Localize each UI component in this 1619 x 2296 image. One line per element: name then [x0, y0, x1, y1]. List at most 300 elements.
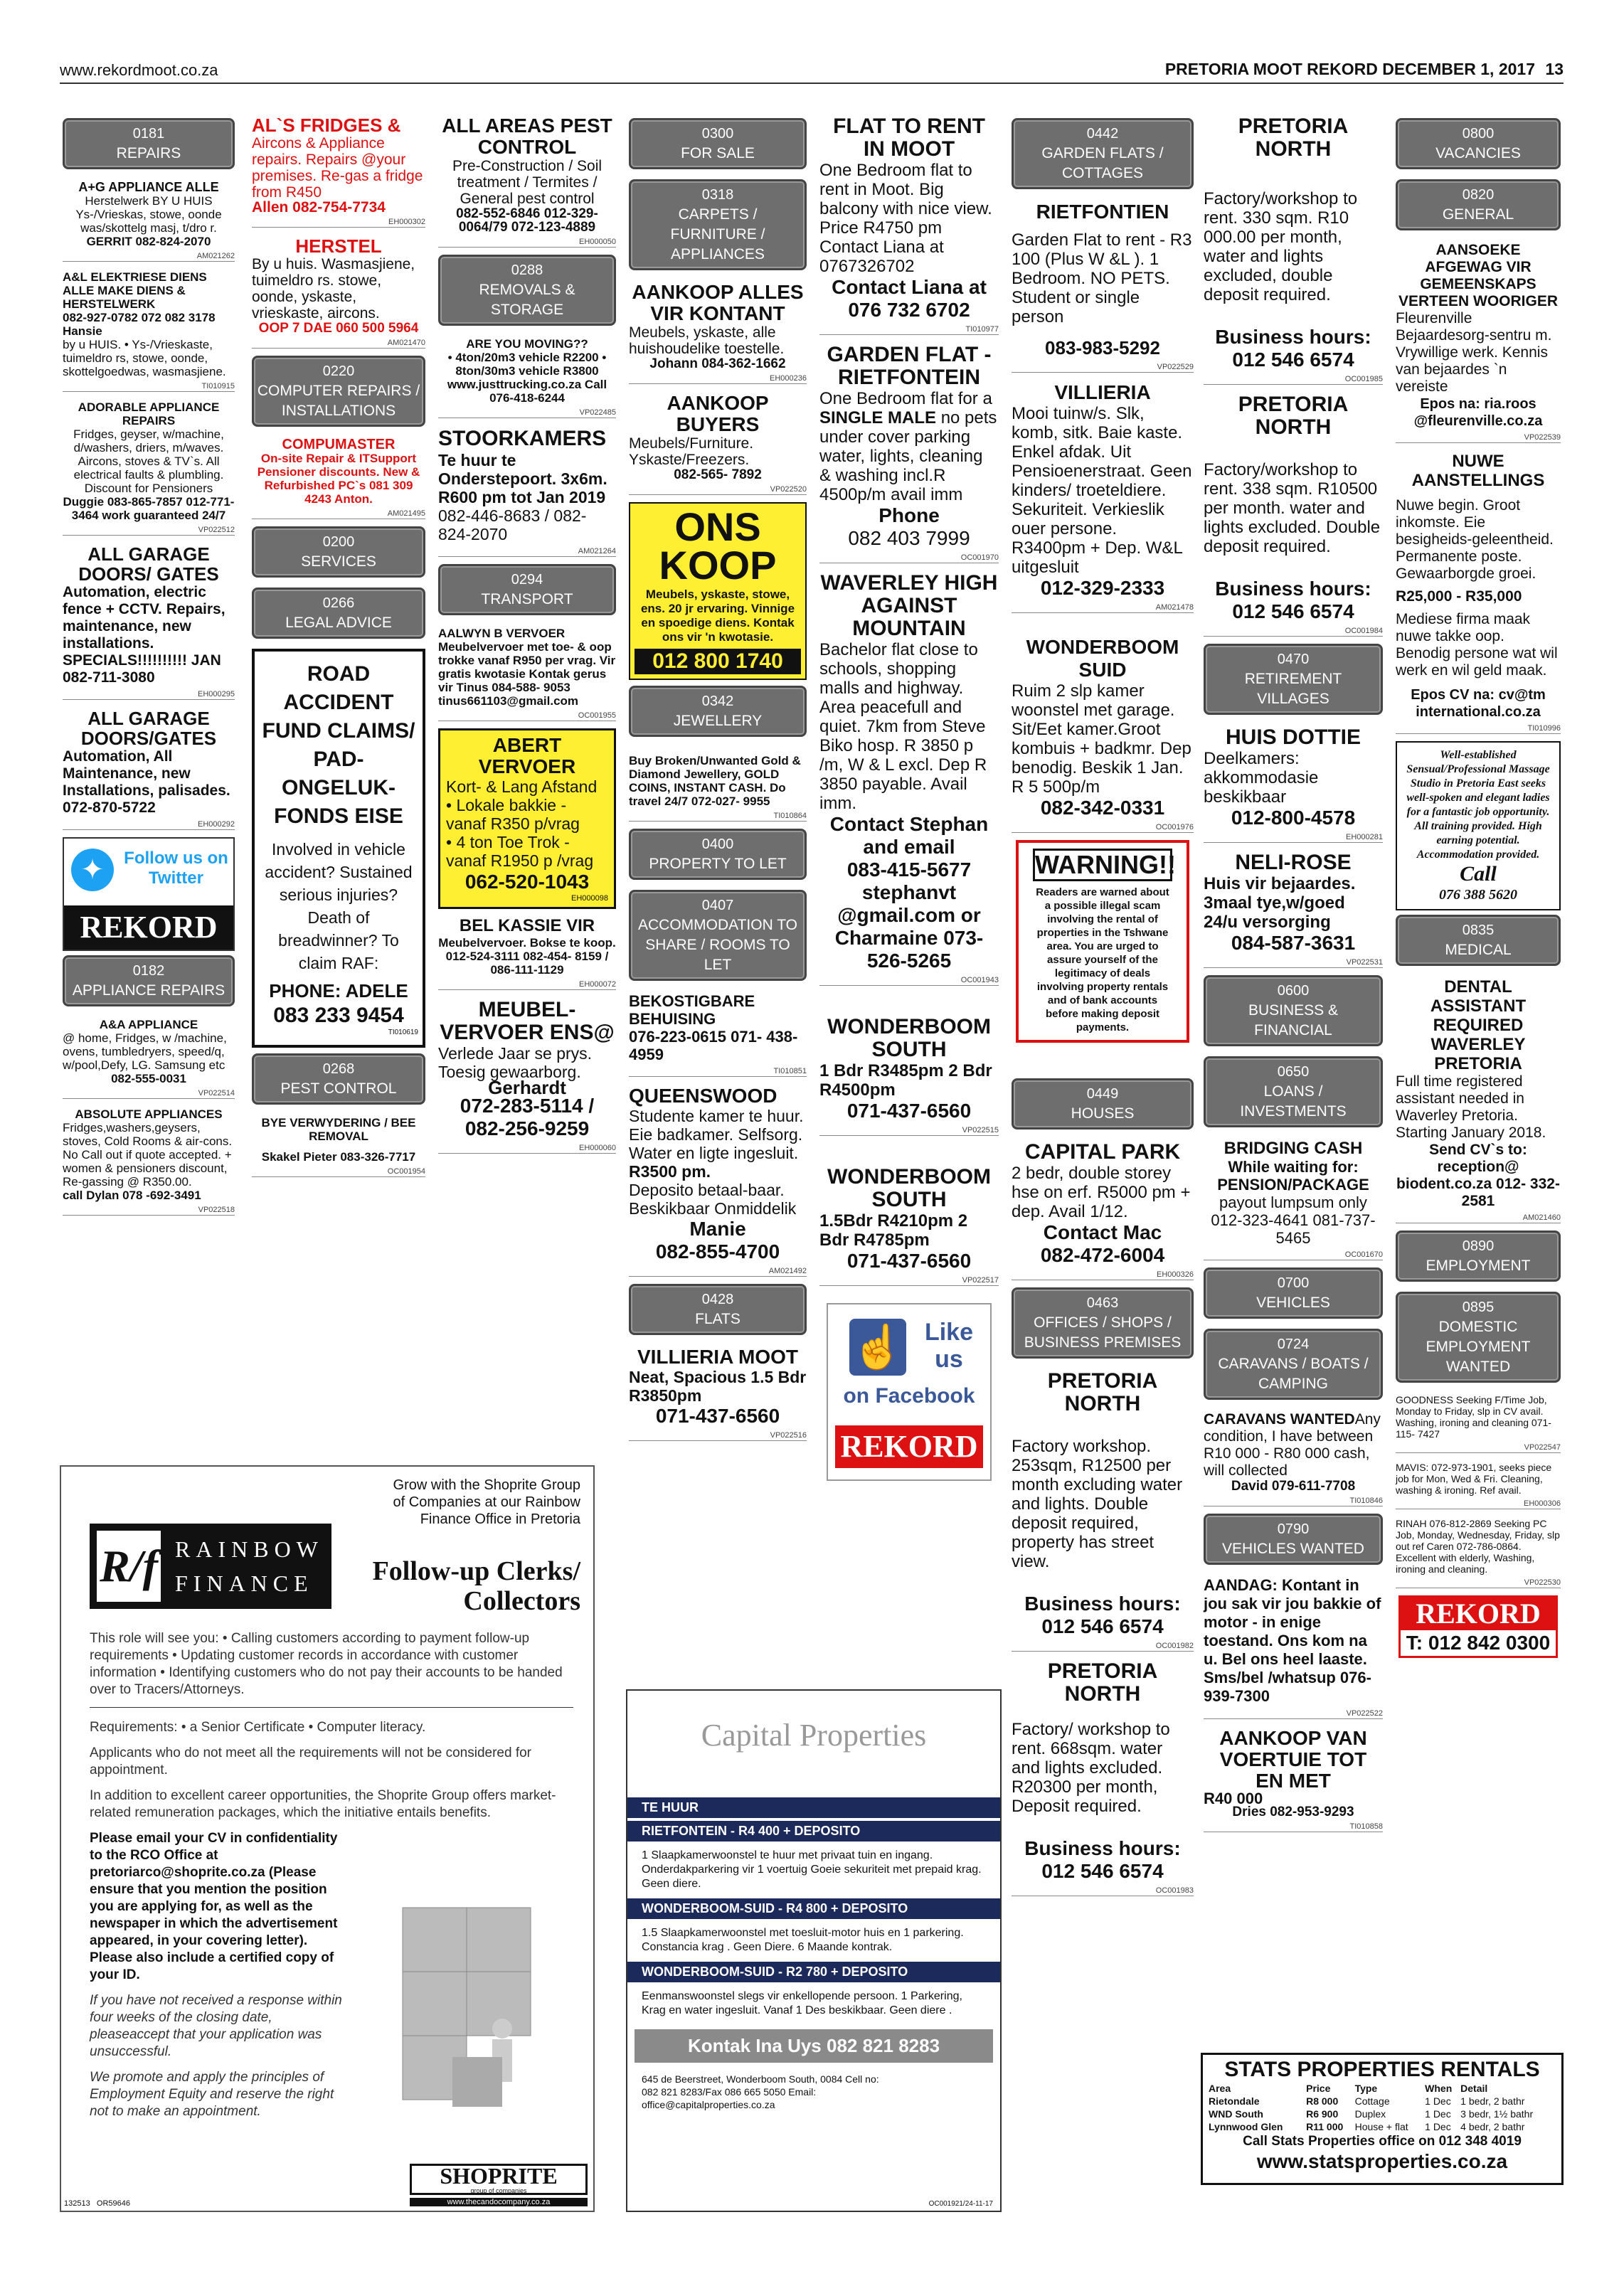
table-cell: Lynnwood Glen	[1209, 2121, 1283, 2132]
ad-code: OC001970	[819, 553, 999, 563]
ad-code: VP022530	[1396, 1578, 1561, 1588]
category-label: RETIREMENT VILLAGES	[1244, 671, 1342, 707]
listing-body: Factory/workshop to rent. 338 sqm. R10500 per month. water and lights excluded. Double deposit required.	[1204, 460, 1381, 556]
listing-body: Full time registered assistant needed in Waverley Pretoria. Starting January 2018.	[1396, 1073, 1546, 1141]
listing-body: Deposito betaal-baar. Beskikbaar Onmiddelik	[629, 1181, 797, 1218]
ad-code: AM021460	[1396, 1213, 1561, 1223]
listing	[60, 543, 238, 688]
category-number: 0428	[701, 1292, 734, 1307]
listing-contact: 062-520-1043	[465, 871, 590, 893]
listing-body: Meubelvervoer. Bokse te koop. 012-524-3111 082-454- 8159 / 086-111-1129	[438, 936, 616, 977]
listing	[626, 280, 809, 372]
listing-body: Factory/workshop to rent. 330 sqm. R10 000.00 per month, water and lights excluded, double deposit required.	[1204, 189, 1358, 304]
listing	[1009, 1368, 1196, 1639]
logo-subtext: group of companies	[470, 2187, 527, 2194]
listing-title: NELI-ROSE	[1235, 851, 1352, 874]
table-cell: 1 Dec	[1425, 2121, 1451, 2132]
shoprite-logo	[410, 2164, 588, 2195]
ad-code: OC001983	[1012, 1886, 1194, 1896]
twitter-text: Follow us on Twitter	[124, 849, 228, 888]
ref-code: 132513	[64, 2199, 90, 2208]
listing-price: R3500 pm.	[629, 1162, 711, 1181]
category-number: 0200	[322, 534, 355, 550]
listing-title: BRIDGING CASH	[1223, 1139, 1363, 1158]
listing-contact: Duggie 083-865-7857 012-771-3464 work guaranteed 24/7	[63, 495, 235, 522]
listing-title: A+G APPLIANCE ALLE	[78, 180, 219, 194]
ad-code: EH000098	[571, 894, 608, 903]
category-0288	[438, 255, 616, 326]
ad-code: OC001982	[1012, 1641, 1194, 1652]
category-0294	[438, 564, 616, 615]
ad-code: EH000326	[1012, 1270, 1194, 1280]
column-header: When	[1425, 2083, 1453, 2094]
category-0463	[1012, 1287, 1194, 1359]
ad-code: VP022520	[629, 484, 807, 495]
listing-title: AALWYN B VERVOER	[438, 627, 566, 640]
listing-contact: Phone	[878, 504, 940, 526]
listing	[249, 437, 428, 507]
listing-title: AANKOOP BUYERS	[667, 392, 769, 435]
category-number: 0181	[132, 126, 165, 142]
category-label: EMPLOYMENT	[1426, 1258, 1531, 1274]
listing	[1393, 240, 1564, 431]
paragraph: We promote and apply the principles of Employment Equity and reserve the right not to make an appointment.	[90, 2070, 334, 2119]
listing-body: Meubels/Furniture. Yskaste/Freezers.	[629, 435, 754, 468]
listing-body: One Bedroom flat to rent in Moot. Big balcony with nice view. Price R4750 pm Contact Liana at 0767326702	[819, 161, 992, 276]
category-0895	[1396, 1292, 1561, 1383]
listing-title: GARDEN FLAT - RIETFONTEIN	[827, 343, 992, 389]
stats-call: Call Stats Properties office on 012 348 4019	[1243, 2134, 1522, 2149]
listing-body: Factory/ workshop to rent. 668sqm. water and lights excluded. R20300 per month, Deposit required.	[1012, 1720, 1170, 1816]
listing-body: 1 Slaapkamerwoonstel te huur met privaat tuin en ingang. Onderdakparkering vir 1 voertuig Goeie sekuriteit met prepaid krag. Geen diere.	[642, 1849, 982, 1890]
category-label: COMPUTER REPAIRS / INSTALLATIONS	[257, 383, 420, 419]
category-0800	[1396, 118, 1561, 169]
listing	[60, 1106, 238, 1203]
twitter-promo[interactable]	[63, 837, 235, 951]
listing	[1201, 850, 1386, 956]
category-0442	[1012, 118, 1194, 189]
category-0200	[252, 526, 425, 578]
ad-code: AM021264	[438, 546, 616, 557]
warning-body: Readers are warned about a possible illegal scam involving the rental of properties in the Tshwane area. You are urged to assure yourself of the legitimacy of deals involving property rentals and of bank accounts before making deposit payments.	[1036, 886, 1169, 1033]
twitter-bird-icon: ✦	[71, 849, 114, 891]
listing-contact: 082-927-0782 072 082 3178 Hansie	[63, 311, 216, 338]
listing	[60, 399, 238, 523]
listing-title: ALL AREAS PEST CONTROL	[442, 115, 612, 158]
listing-phone: 071-437-6560	[655, 1405, 780, 1427]
site-url[interactable]: www.rekordmoot.co.za	[60, 61, 218, 79]
listing	[60, 707, 238, 818]
rekord-phone: T: 012 842 0300	[1406, 1632, 1551, 1654]
category-label: LOANS / INVESTMENTS	[1240, 1083, 1347, 1120]
ad-code: VP022529	[1012, 362, 1194, 373]
listing-body: Te huur te Onderstepoort. 3x6m. R600 pm tot Jan 2019	[438, 451, 607, 506]
listing-contact: 082-446-8683 / 082-824-2070	[438, 506, 587, 543]
listing-contact: 082-565- 7892	[674, 467, 762, 482]
capital-contact: Kontak Ina Uys 082 821 8283	[635, 2029, 993, 2063]
listing-phone: 082-855-4700	[655, 1240, 780, 1263]
listing	[1009, 199, 1196, 361]
listing	[249, 235, 428, 336]
listing-body: While waiting for: PENSION/PACKAGE	[1217, 1158, 1369, 1194]
category-label: APPLIANCE REPAIRS	[72, 982, 225, 999]
listing-title: VILLIERIA	[1054, 381, 1151, 403]
category-0268	[252, 1053, 425, 1105]
capital-properties-ad	[626, 1689, 1002, 2212]
massage-ad	[1396, 741, 1561, 910]
category-label: TRANSPORT	[481, 591, 573, 607]
listing	[1009, 1139, 1196, 1268]
ad-code: VP022485	[438, 408, 616, 418]
category-number: 0268	[322, 1061, 355, 1077]
listing-title: A&L ELEKTRIESE DIENS ALLE MAKE DIENS & HERSTELWERK	[63, 270, 207, 311]
listing-title: CAPITAL PARK	[1024, 1140, 1181, 1164]
facebook-promo[interactable]	[827, 1303, 992, 1481]
listing-contact: Manie	[689, 1218, 746, 1240]
category-number: 0182	[132, 963, 165, 979]
table-cell: 1 Dec	[1425, 2108, 1451, 2120]
listing-highlight: SINGLE MALE	[819, 408, 937, 427]
listing	[626, 1084, 809, 1265]
thumbs-up-icon: ☝	[849, 1319, 906, 1376]
listing	[1201, 1137, 1386, 1248]
paragraph: Applicants who do not meet all the requirements will not be considered for appointment.	[90, 1745, 532, 1777]
category-0835	[1396, 915, 1561, 966]
listing-contact: Contact Mac	[1043, 1221, 1162, 1243]
paragraph: Requirements: • a Senior Certificate • Computer literacy.	[90, 1720, 426, 1735]
ad-code: TI010846	[1204, 1496, 1383, 1506]
category-number: 0790	[1277, 1521, 1310, 1537]
category-label: LEGAL ADVICE	[285, 615, 392, 631]
stats-website[interactable]: www.statsproperties.co.za	[1256, 2150, 1508, 2172]
listing-body: Verlede Jaar se prys. Toesig gewaarborg.	[438, 1044, 593, 1081]
listing-body: Aircons & Appliance repairs. Repairs @your premises. Re-gas a fridge from R450	[252, 135, 423, 201]
listing-title: PRETORIA NORTH	[1238, 115, 1349, 161]
category-0182	[63, 955, 235, 1006]
category-0220	[252, 356, 425, 427]
ad-code: OC001921/24-11-17	[928, 2200, 993, 2208]
category-label: VEHICLES	[1256, 1295, 1330, 1311]
ad-code: EH000281	[1204, 832, 1383, 843]
category-label: SERVICES	[301, 553, 376, 570]
category-0890	[1396, 1231, 1561, 1282]
category-label: FOR SALE	[681, 145, 755, 161]
category-0724	[1204, 1329, 1383, 1400]
paragraph: Please email your CV in confidentiality to the RCO Office at pretoriarco@shoprite.co.za (Please ensure that you mention the position you are applying for, as well as the newspaper in which the advertisement appeared, in your covering letter). Please also include a certified copy of your ID.	[90, 1831, 338, 1982]
listing-body: • 4 ton Toe Trok - vanaf R1950 p /vrag	[446, 833, 594, 870]
listing-title: AANKOOP VAN VOERTUIE TOT EN MET	[1219, 1727, 1367, 1792]
ad-code: VP022522	[1204, 1708, 1383, 1719]
category-label: MEDICAL	[1445, 942, 1512, 958]
listing-body: Fleurenville Bejaardesorg-sentru m. Vrywillige werk. Kennis van bejaardes `n vereiste	[1396, 310, 1552, 395]
listing	[60, 1016, 238, 1087]
rainbow-finance-logo	[90, 1524, 331, 1609]
listing	[626, 391, 809, 483]
ad-code: EH000060	[438, 1143, 616, 1154]
listing	[249, 1115, 428, 1165]
ad-code: TI010851	[629, 1066, 807, 1077]
listing-contact: 082-555-0031	[111, 1072, 186, 1085]
table-cell: House + flat	[1354, 2121, 1408, 2132]
logo-text: SHOPRITE	[440, 2163, 558, 2189]
table-cell: Rietondale	[1209, 2095, 1260, 2107]
ad-code: TI010864	[629, 811, 807, 822]
listing	[1201, 392, 1386, 625]
table-cell: 3 bedr, 1½ bathr	[1460, 2108, 1534, 2120]
capital-address: 645 de Beerstreet, Wonderboom South, 0084 Cell no: 082 821 8283/Fax 086 665 5050 Email: office@capitalproperties.co.za	[642, 2073, 879, 2110]
listing-body: Nuwe begin. Groot inkomste. Eie besigheids-geleentheid. Permanente poste. Gewaarborgde groei.	[1396, 497, 1554, 582]
listing-phone: 083-415-5677 stephanvt @gmail.com or Charmaine 073-526-5265	[834, 859, 984, 972]
column-header: Type	[1354, 2083, 1378, 2094]
raf-phone: 083 233 9454	[273, 1004, 404, 1027]
listing-price: R25,000 - R35,000	[1396, 588, 1522, 605]
capital-logo: Capital Properties	[701, 1718, 927, 1753]
ad-code: EH000236	[629, 373, 807, 384]
listing	[1393, 976, 1564, 1211]
listing-body: Herstelwerk BY U HUIS Ys-/Vrieskas, stowe, oonde was/skottelg masj, t/dro r.	[75, 194, 222, 235]
ad-code: EH000050	[438, 237, 616, 248]
listing-body: Fridges, geyser, w/machine, d/washers, driers, m/waves. Aircons, stoves & TV`s. All electrical faults & plumbling. Discount for Pensioners	[73, 427, 224, 495]
listing-title: PRETORIA NORTH	[1238, 393, 1349, 439]
listing-title: WONDERBOOM-SUID - R4 800 + DEPOSITO	[627, 1898, 1000, 1919]
listing-title: ADORABLE APPLIANCE REPAIRS	[78, 400, 220, 427]
listing-body: Automation, electric fence + CCTV. Repairs, maintenance, new installations. SPECIALS!!!!!!!!!! JAN 082-711-3080	[63, 584, 225, 686]
category-label: VEHICLES WANTED	[1222, 1541, 1364, 1557]
table-cell: 1 bedr, 2 bathr	[1460, 2095, 1525, 2107]
listing-body: Bachelor flat close to schools, shopping malls and highway. Area peacefull and quiet. 7km from Steve Biko hosp. R 3850 p /m, W & L excl. Dep R 3850 payable. Avail imm.	[819, 640, 987, 813]
listing	[817, 570, 1002, 974]
listing-body: Meubels, yskaste, alle huishoudelike toestelle.	[629, 324, 785, 357]
category-0650	[1204, 1056, 1383, 1127]
listing-contact: Contact Liana at 076 732 6702	[832, 276, 987, 321]
category-number: 0800	[1462, 126, 1495, 142]
listing-title: NUWE AANSTELLINGS	[1411, 452, 1545, 490]
listing-title: A&A APPLIANCE	[99, 1018, 198, 1031]
category-number: 0470	[1277, 652, 1310, 667]
category-label: REPAIRS	[116, 145, 181, 161]
column-header: Detail	[1460, 2083, 1488, 2094]
listing-body: On-site Repair & ITSupport Pensioner discounts. New & Refurbished PC`s 081 309 4243 Anton.	[257, 452, 420, 506]
listing-body: 1.5 Slaapkamerwoonstel met toesluit-motor huis en 1 parkering. Constancia krag . Geen Diere. 6 Maande kontrak.	[642, 1927, 964, 1953]
shoprite-website[interactable]: www.thecandocompany.co.za	[410, 2198, 588, 2206]
table-cell: R6 900	[1306, 2108, 1339, 2120]
listing	[1009, 1659, 1196, 1884]
listing-body: Fridges,washers,geysers, stoves, Cold Rooms & air-cons. No Call out if quote accepted. + women & pensioners discount, Re-gassing @ R350.00.	[63, 1121, 233, 1189]
listing	[60, 269, 238, 380]
category-0790	[1204, 1514, 1383, 1565]
stats-title: STATS PROPERTIES RENTALS	[1224, 2058, 1540, 2081]
category-0266	[252, 588, 425, 639]
listing: Buy Broken/Unwanted Gold & Diamond Jewellery, GOLD COINS, INSTANT CASH. Do travel 24/7 072-027- 9955	[629, 754, 801, 808]
listing: RINAH 076-812-2869 Seeking PC Job, Monday, Wednesday, Friday, slp out ref Caren 072-786-0864. Excellent with elderly, Washing, ironing and cleaning.	[1396, 1518, 1560, 1575]
listing	[817, 114, 1002, 323]
listing-contact: Send CV`s to: reception@ biodent.co.za 012- 332-2581	[1396, 1142, 1560, 1209]
listing	[1201, 1726, 1386, 1820]
listing	[1009, 634, 1196, 821]
listing-phone: 012-800-4578	[1231, 807, 1356, 829]
listing-title: ABERT VERVOER	[478, 734, 576, 777]
listing-phone: 072-283-5114 / 082-256-9259	[460, 1095, 595, 1139]
page-header	[60, 58, 1564, 84]
listing-phone: 082-342-0331	[1040, 797, 1165, 819]
category-0400	[629, 829, 807, 880]
listing	[1201, 1410, 1386, 1494]
listing-contact: David 079-611-7708	[1231, 1479, 1356, 1494]
listing	[435, 915, 619, 978]
listing: AANDAG: Kontant in jou sak vir jou bakkie of motor - in enige toestand. Ons kom na u. Bel ons heel laaste. Sms/bel /whatsup 076-939-7300	[1204, 1576, 1381, 1705]
table-cell: R8 000	[1306, 2095, 1339, 2107]
listing-contact: OOP 7 DAE 060 500 5964	[258, 321, 419, 336]
shoprite-refs	[64, 2199, 130, 2208]
rainbow-r-icon: R/f	[97, 1531, 161, 1602]
ad-code: TI010996	[1396, 723, 1561, 734]
ad-code: EH000295	[63, 689, 235, 700]
logo-text: FINANCE	[175, 1570, 314, 1596]
ad-code: VP022517	[819, 1275, 999, 1286]
listing-contact: payout lumpsum only 012-323-4641 081-737-5465	[1211, 1194, 1376, 1247]
facebook-text: on Facebook	[843, 1384, 975, 1408]
table-row	[1209, 2108, 1556, 2120]
category-number: 0288	[511, 262, 543, 278]
category-0449	[1012, 1078, 1194, 1130]
column-6	[1009, 114, 1196, 2177]
listing-title: WONDERBOOM-SUID - R2 780 + DEPOSITO	[627, 1962, 1000, 1982]
listing-contact: GERRIT 082-824-2070	[86, 235, 211, 248]
category-0470	[1204, 644, 1383, 715]
listing-body: • 4ton/20m3 vehicle R2200 • 8ton/30m3 vehicle R3800 www.justtrucking.co.za Call 076-418-6244	[447, 351, 607, 405]
category-label: CARPETS / FURNITURE / APPLIANCES	[670, 206, 765, 262]
listing-contact: call Dylan 078 -692-3491	[63, 1189, 201, 1202]
category-0700	[1204, 1267, 1383, 1319]
category-number: 0342	[701, 693, 734, 709]
abert-ad	[438, 728, 616, 909]
listing-title: WAVERLEY HIGH AGAINST MOUNTAIN	[820, 571, 998, 640]
raf-title: ROAD ACCIDENT FUND CLAIMS/ PAD-ONGELUK-FONDS EISE	[262, 662, 415, 828]
rekord-contact	[1398, 1595, 1558, 1658]
column-1	[60, 114, 238, 1501]
listing-contact: Contact Stephan and email	[829, 813, 989, 858]
table-row	[1209, 2095, 1556, 2108]
listing-body: By u huis. Wasmasjiene, tuimeldro rs. stowe, oonde, yskaste, vrieskaste, aircons.	[252, 256, 415, 321]
table-cell: 4 bedr, 2 bathr	[1460, 2121, 1525, 2132]
listing-title: HUIS DOTTIE	[1225, 726, 1361, 749]
listing-phone: 082-472-6004	[1040, 1244, 1165, 1266]
listing-title: PRETORIA NORTH	[1047, 1659, 1158, 1706]
ad-code: VP022539	[1396, 432, 1561, 443]
listing	[1201, 725, 1386, 831]
ad-code: AM021478	[1012, 602, 1194, 613]
ons-koop-title: ONS KOOP	[659, 504, 777, 588]
listing-contact: Dries 082-953-9293	[1232, 1805, 1354, 1819]
listing-contact: Allen 082-754-7734	[252, 199, 386, 216]
listing: GOODNESS Seeking F/Time Job, Monday to Friday, slp in CV avail. Washing, ironing and cleaning 071-115- 7427	[1396, 1394, 1551, 1440]
listing	[817, 342, 1002, 551]
paragraph: In addition to excellent career opportunities, the Shoprite Group offers market-related remuneration packages, which the initiative entails benefits.	[90, 1788, 556, 1820]
listing-contact: Business hours: 012 546 6574	[1024, 1593, 1181, 1637]
table-cell: 1 Dec	[1425, 2095, 1451, 2107]
listing-phone: 071-437-6560	[846, 1100, 972, 1122]
column-3	[435, 114, 619, 1465]
ad-code: EH000072	[438, 979, 616, 990]
table-cell: WND South	[1209, 2108, 1263, 2120]
ons-koop-phone: 012 800 1740	[635, 649, 801, 674]
listing	[1009, 380, 1196, 601]
column-2	[249, 114, 428, 1465]
ad-code: EH000292	[63, 819, 235, 830]
listing-body: Mediese firma maak nuwe takke oop. Benodig persone wat wil werk en wil geld maak.	[1396, 611, 1558, 679]
listing	[626, 991, 809, 1065]
category-label: HOUSES	[1071, 1105, 1135, 1122]
listing-title: ABSOLUTE APPLIANCES	[75, 1107, 223, 1121]
category-number: 0407	[701, 898, 734, 913]
facebook-like: Like us	[924, 1319, 974, 1373]
listing-body: Factory workshop. 253sqm, R12500 per month excluding water and lights. Double deposit required, property has street view.	[1012, 1437, 1183, 1571]
ad-code: OC001943	[819, 975, 999, 986]
category-label: BUSINESS & FINANCIAL	[1248, 1002, 1339, 1038]
ad-code: TI010977	[819, 324, 999, 335]
rekord-logo: REKORD	[835, 1425, 983, 1468]
ad-code: VP022547	[1396, 1442, 1561, 1453]
listing	[817, 1164, 1002, 1274]
listing-title: FLAT TO RENT IN MOOT	[833, 115, 985, 161]
listing-contact: 076-223-0615 071- 438-4959	[629, 1028, 798, 1063]
listing-body: Huis vir bejaardes. 3maal tye,w/goed 24/u versorging	[1204, 874, 1356, 932]
stats-table	[1209, 2082, 1556, 2133]
category-number: 0463	[1086, 1295, 1119, 1311]
listing-title: ALL GARAGE DOORS/ GATES	[78, 543, 219, 585]
listing	[817, 1014, 1002, 1124]
listing: MAVIS: 072-973-1901, seeks piece job for Mon, Wed & Fri. Cleaning, washing & ironing. Ref avail.	[1396, 1462, 1552, 1496]
listing-body: 1 Bdr R3485pm 2 Bdr R4500pm	[819, 1061, 992, 1100]
category-number: 0442	[1086, 126, 1119, 142]
listing-title: STOORKAMERS	[438, 427, 607, 450]
ad-code: VP022512	[63, 525, 235, 536]
listing-title: CARAVANS WANTED	[1204, 1411, 1355, 1428]
ad-code: OC001954	[252, 1166, 425, 1177]
ons-koop-body: Meubels, yskaste, stowe, ens. 20 jr ervaring. Vinnige en spoedige diens. Kontak ons vir 'n kwotasie.	[640, 588, 795, 644]
ad-code: OC001985	[1204, 374, 1383, 385]
page-number: 13	[1545, 60, 1564, 78]
category-number: 0600	[1277, 983, 1310, 999]
category-number: 0300	[701, 126, 734, 142]
listing-title: WONDERBOOM SOUTH	[827, 1165, 991, 1211]
ad-code: VP022515	[819, 1125, 999, 1136]
warning-title: WARNING!!	[1033, 849, 1172, 881]
listing-contact: Business hours: 012 546 6574	[1215, 326, 1371, 371]
ad-code: TI010858	[1204, 1822, 1383, 1832]
ad-code: TI010619	[388, 1029, 418, 1036]
category-label: JEWELLERY	[673, 713, 763, 729]
puzzle-figure-illustration	[360, 1893, 573, 2128]
listing-body: Pre-Construction / Soil treatment / Termites / General pest control	[452, 158, 603, 207]
listing	[435, 336, 619, 406]
column-7	[1201, 114, 1386, 2020]
listing-title: WONDERBOOM SOUTH	[827, 1015, 991, 1061]
ad-code: OC001984	[1204, 626, 1383, 637]
listing-body: Ruim 2 slp kamer woonstel met garage. Sit/Eet kamer.Groot kombuis + badkmr. Dep benodig. Beskik 1 Jan. R 5 500p/m	[1012, 681, 1191, 797]
column-8	[1393, 114, 1564, 2034]
category-number: 0318	[701, 187, 734, 203]
listing-title: QUEENSWOOD	[629, 1085, 777, 1107]
listing-title: ALL GARAGE DOORS/GATES	[80, 708, 217, 749]
listing-title: RIETFONTIEN	[1036, 201, 1169, 223]
ons-koop-ad	[629, 502, 807, 680]
category-label: VACANCIES	[1435, 145, 1521, 161]
ad-code: VP022531	[1204, 957, 1383, 968]
listing	[1393, 450, 1564, 722]
category-label: FLATS	[695, 1311, 741, 1327]
listing-contact: Business hours: 012 546 6574	[1215, 578, 1371, 622]
